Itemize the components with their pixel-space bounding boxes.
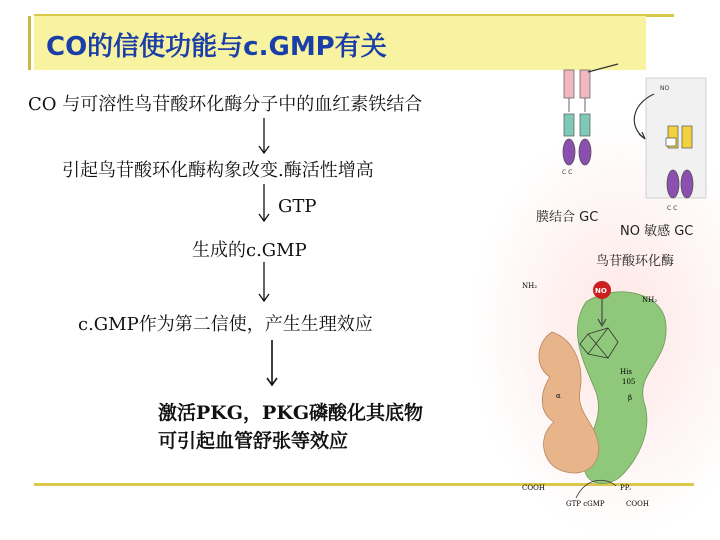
svg-text:β: β [628,394,633,402]
label-no-sensitive-gc: NO 敏感 GC [620,224,694,239]
arrow-down-2 [254,184,274,224]
flow-step-pkg: 激活PKG，PKG磷酸化其底物 [158,402,424,424]
sgc-heterodimer-figure [516,272,716,512]
svg-text:NO: NO [660,85,670,92]
svg-text:COOH: COOH [626,500,649,508]
svg-text:COOH: COOH [522,484,545,492]
label-membrane-gc: 膜结合 GC [536,210,599,225]
flow-step-gtp: GTP [278,196,317,217]
no-sensitive-gc-drawing [634,78,706,212]
svg-text:C C: C C [667,205,678,212]
svg-text:NH₂: NH₂ [642,296,658,304]
svg-text:C C: C C [562,169,573,176]
svg-text:His: His [620,368,632,376]
flow-step-second-messenger: c.GMP作为第二信使，产生生理效应 [78,314,373,335]
svg-text:α: α [556,392,561,400]
arrow-down-4 [262,340,282,388]
arrow-down-3 [254,262,274,304]
flow-step-1: CO 与可溶性鸟苷酸环化酶分子中的血红素铁结合 [28,94,423,115]
title-accent-bar [28,16,31,70]
svg-text:PPᵢ: PPᵢ [620,484,631,492]
svg-text:NH₂: NH₂ [522,282,538,290]
label-guanylate-cyclase: 鸟苷酸环化酶 [596,254,675,269]
membrane-gc-drawing [562,64,618,176]
flow-step-vasodilation: 可引起血管舒张等效应 [158,430,349,452]
svg-text:105: 105 [622,378,636,386]
slide-title: CO的信使功能与c.GMP有关 [46,32,387,62]
svg-text:NO: NO [595,287,607,295]
flow-step-cgmp: 生成的c.GMP [192,240,307,261]
flow-step-2: 引起鸟苷酸环化酶构象改变.酶活性增高 [62,160,374,181]
arrow-down-1 [254,118,274,156]
svg-text:GTP cGMP: GTP cGMP [566,500,605,508]
